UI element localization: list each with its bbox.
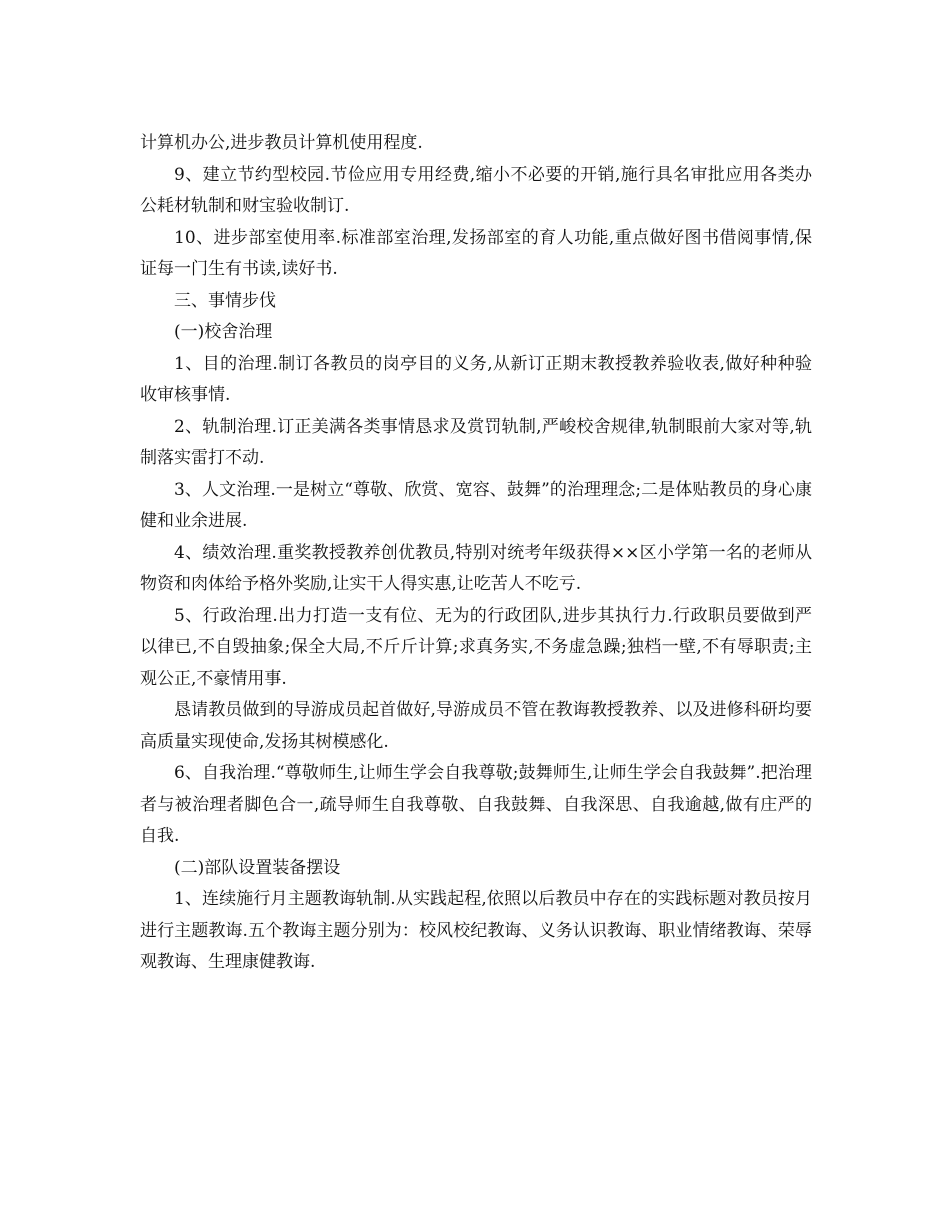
- paragraph-item-6-self-management: 6、自我治理.“尊敬师生,让师生学会自我尊敬;鼓舞师生,让师生学会自我鼓舞”.把治理者与被治理者脚色合一,疏导师生自我尊敬、自我鼓舞、自我深思、自我逾越,做有庄严的自我.: [140, 763, 812, 846]
- paragraph-item-4-performance-management: 4、绩效治理.重奖教授教养创优教员,特别对统考年级获得××区小学第一名的老师从物资和肉体给予格外奖励,让实干人得实惠,让吃苦人不吃亏.: [140, 542, 812, 594]
- paragraph-item-10: 10、进步部室使用率.标准部室治理,发扬部室的育人功能,重点做好图书借阅事情,保证每一门生有书读,读好书.: [140, 227, 812, 279]
- paragraph-item-2-system-management: 2、轨制治理.订正美满各类事情恳求及赏罚轨制,严峻校舍规律,轨制眼前大家对等,轨制落实雷打不动.: [140, 416, 812, 468]
- subsection-heading-team-building: (二)部队设置装备摆设: [174, 857, 341, 878]
- paragraph-item-3-humanistic-management: 3、人文治理.一是树立“尊敬、欣赏、宽容、鼓舞”的治理理念;二是体贴教员的身心康健和业余进展.: [140, 479, 812, 531]
- paragraph-item-9: 9、建立节约型校园.节俭应用专用经费,缩小不必要的开销,施行具名审批应用各类办公耗材轨制和财宝验收制订.: [140, 164, 812, 216]
- section-heading-work-measures: 三、事情步伐: [174, 290, 276, 311]
- paragraph-continuation: 计算机办公,进步教员计算机使用程度.: [140, 133, 423, 153]
- subsection-heading-campus-management: (一)校舍治理: [174, 322, 273, 342]
- paragraph-leadership-note: 恳请教员做到的导游成员起首做好,导游成员不管在教诲教授教养、以及进修科研均要高质量实现使命,发扬其树模感化.: [140, 700, 812, 752]
- paragraph-item-1-monthly-theme-education: 1、连续施行月主题教诲轨制.从实践起程,依照以后教员中存在的实践标题对教员按月进行主题教诲.五个教诲主题分别为：校风校纪教诲、义务认识教诲、职业情绪教诲、荣辱观教诲、生理康健教诲.: [140, 889, 812, 972]
- paragraph-item-5-administrative-management: 5、行政治理.出力打造一支有位、无为的行政团队,进步其执行力.行政职员要做到严以律已,不自毁抽象;保全大局,不斤斤计算;求真务实,不务虚急躁;独档一壁,不有辱职责;主观公正,不豪情用事.: [140, 605, 812, 689]
- document-page: [140, 128, 812, 979]
- paragraph-item-1-goal-management: 1、目的治理.制订各教员的岗亭目的义务,从新订正期末教授教养验收表,做好种种验收审核事情.: [140, 353, 812, 405]
